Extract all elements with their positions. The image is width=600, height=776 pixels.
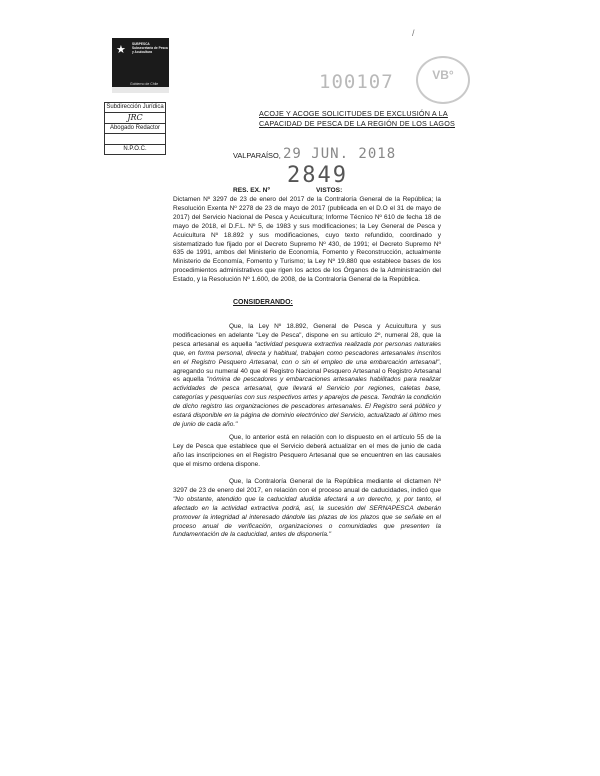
date-stamp: 29 JUN. 2018 [283, 146, 397, 162]
logo-subtitle: Subsecretaría de Pesca y Acuicultura [132, 46, 168, 54]
received-stamp-number: 100107 [319, 71, 394, 93]
logo-government: Gobierno de Chile [130, 82, 159, 86]
p1-text-c: , agregando su numeral 40 que el Registro Nacional Pesquero Artesanal o Registro Artesanal es aquella [173, 358, 441, 384]
considerando-paragraph-3 [173, 478, 441, 540]
margin-mark: / [412, 28, 415, 38]
res-ex-label: RES. EX. Nº [233, 187, 270, 194]
place-label: VALPARAÍSO, [233, 151, 281, 160]
document-title-text: ACOJE Y ACOGE SOLICITUDES DE EXCLUSIÓN A LA CAPACIDAD DE PESCA DE LA REGIÓN DE LOS LAGOS [259, 109, 455, 128]
p1-quote-1: "actividad pesquera extractiva realizada por personas naturales que, en forma personal, directa y habitual, trabajen como pescadores artesanales inscritos en el Registro Pesquero Artesanal, con o sin el empleo de una embarcación artesanal" [173, 340, 442, 366]
routing-npoc: N.P.O.C. [123, 146, 147, 152]
considerando-paragraph-1 [173, 323, 441, 430]
p1-text-a: Que, la Ley Nº 18.892, General de Pesca y Acuicultura y sus modificaciones en adelante "Ley de Pesca", dispone en su artículo 2º, numeral 28, que la pesca artesanal es aquella [173, 323, 441, 348]
p1-quote-2: "nómina de pescadores y embarcaciones artesanales habilitados para realizar actividades de pesca artesanal, que llevará el Servicio por regiones, caletas base, categorías y pesquerías con sus respectivos artes y aparejos de pesca. Tendrán la condición de dicho registro las organizaciones de pescadores artesanales. El Registro será público y estará disponible en la página de dominio electrónico del Servicio, actualizado al último mes de junio de cada año." [173, 376, 441, 428]
routing-signature-2 [105, 134, 165, 145]
considerando-paragraph-2 [173, 434, 441, 470]
p2-text: Que, lo anterior está en relación con lo dispuesto en el artículo 55 de la Ley de Pesca que establece que el Servicio deberá actualizar en el mes de junio de cada año las inscripciones en el Registro Pesquero Artesanal que se encuentren en las causales que el mismo ordena dispone. [173, 434, 441, 468]
vistos-text: Dictamen Nº 3297 de 23 de enero del 2017 de la Contraloría General de la República; la Resolución Exenta Nº 2278 de 23 de mayo de 2017 (publicada en el D.O el 31 de mayo de 2017) del Servicio Nacional de Pesca y Acuicultura; Informe Técnico Nº 610 de fecha 18 de mayo de 2018, el D.F.L. Nº 5, de 1983 y sus modificaciones; la Ley General de Pesca y Acuicultura Nº 18.892 y sus modificaciones, cuyo texto refundido, coordinado y sistematizado fue fijado por el Decreto Supremo Nº 430, de 1991; el Decreto Supremo Nº 635 de 1991, ambos del Ministerio de Economía, Fomento y Reconstrucción, actualmente Ministerio de Economía, Fomento y Turismo; la Ley Nº 19.880 que establece bases de los procedimientos administrativos que rigen los actos de los Órganos de la Administración del Estado, y la Resolución Nº 1.600, de 2008, de la Contraloría General de la República. [173, 196, 441, 284]
routing-signature-1: JRC [105, 113, 165, 124]
vistos-paragraph [173, 196, 441, 285]
routing-legal-department: Subdirección Jurídica [105, 103, 165, 113]
resolution-number: 2849 [287, 163, 348, 188]
vistos-label: VISTOS: [316, 187, 343, 194]
logo-title: SUBPESCA [132, 42, 150, 46]
approval-stamp [416, 56, 470, 104]
approval-stamp-text: VB° [432, 68, 454, 82]
star-icon: ★ [116, 44, 126, 56]
document-title [259, 109, 469, 129]
routing-box [104, 102, 166, 155]
p3-quote: "No obstante, atendido que la caducidad aludida afectará a un derecho, y, por tanto, el afectado en la actividad extractiva podrá, así, la sucesión del SERNAPESCA deberán promover la integridad al interesado dándole las plazas de los plazos que se señale en el proceso anual de verificación, organizaciones o comunidades que presenten la fundamentación de la caducidad, antes de disponerla." [173, 495, 441, 539]
logo-text [132, 42, 168, 54]
routing-lawyer: Abogado Redactor [105, 124, 165, 134]
considerando-heading: CONSIDERANDO: [233, 299, 293, 306]
logo-stripe [112, 87, 169, 93]
p3-text-a: Que, la Contraloría General de la República mediante el dictamen Nº 3297 de 23 de enero del 2017, en relación con el proceso anual de caducidades, indicó que [173, 478, 441, 494]
institution-logo [112, 38, 169, 93]
